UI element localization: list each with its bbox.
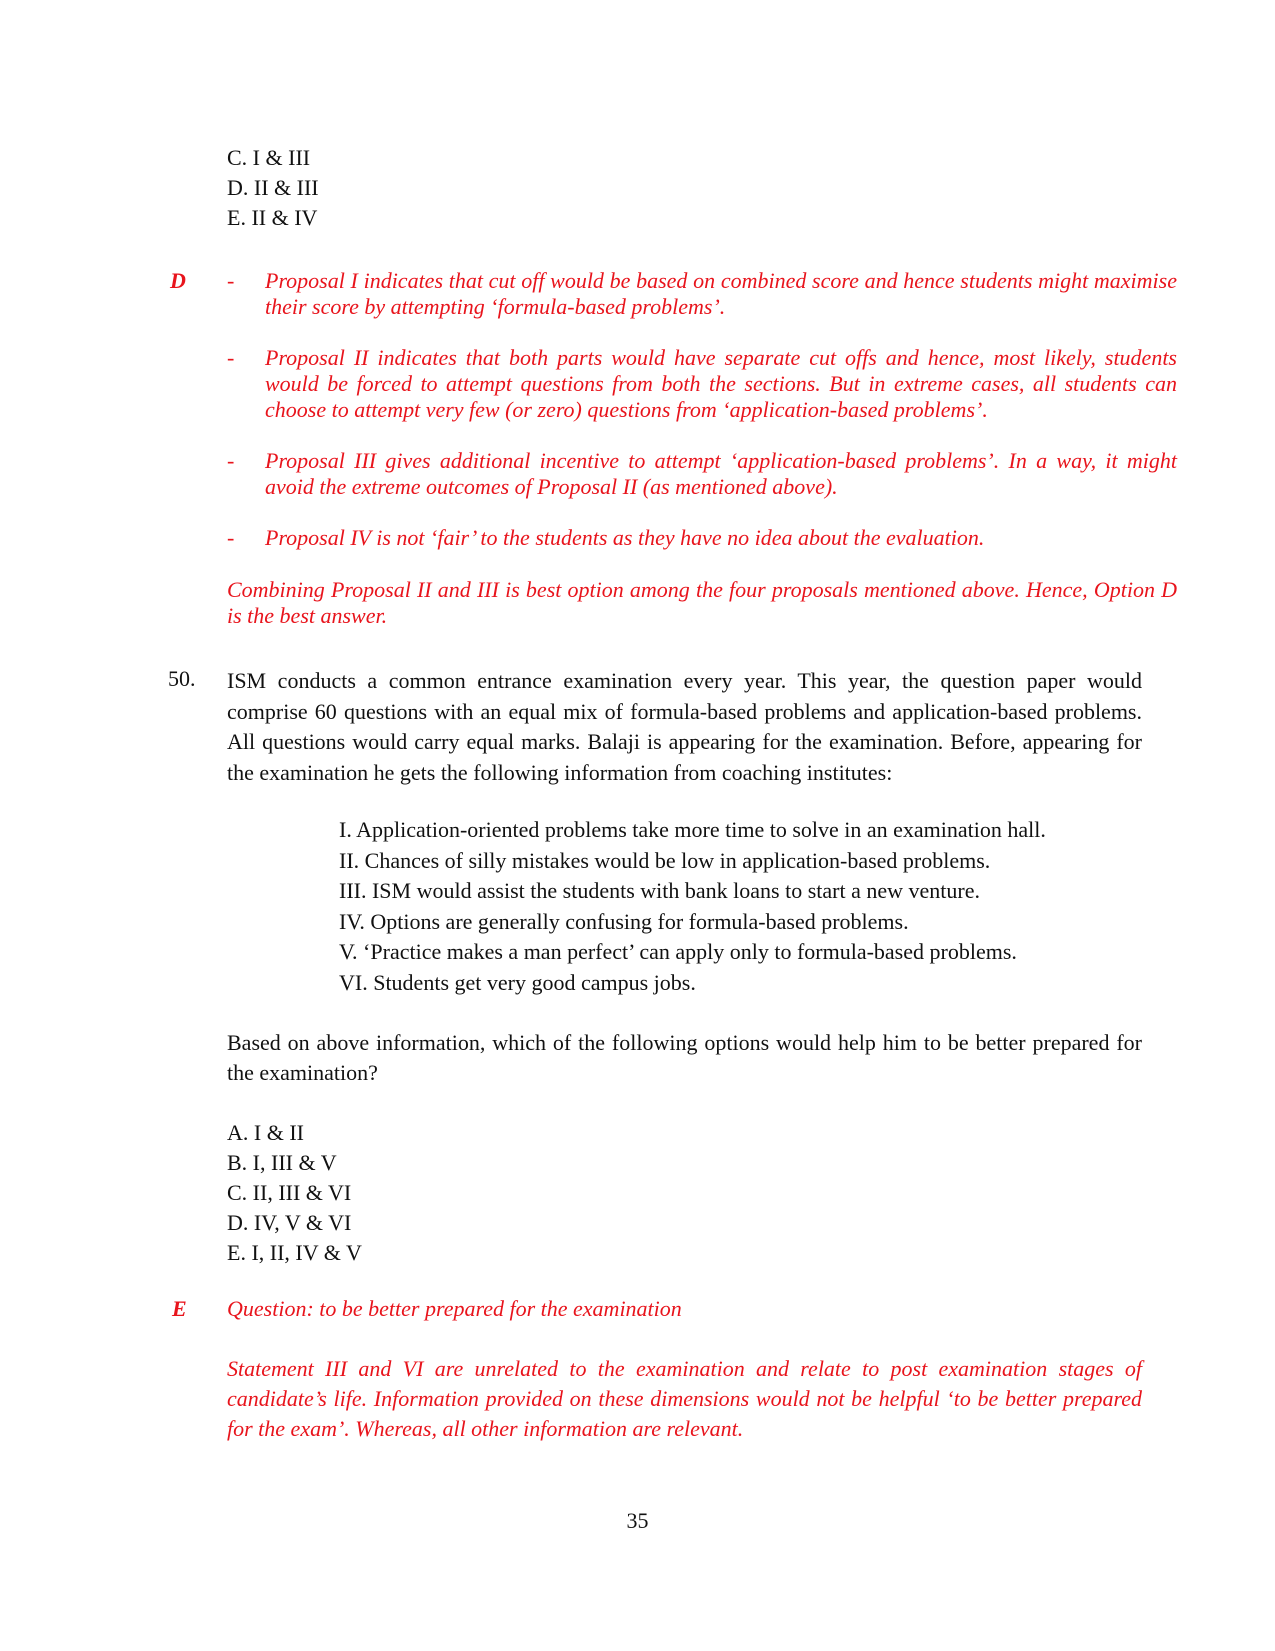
- statement-item: I. Application-oriented problems take more time to solve in an examination hall.: [339, 817, 1046, 842]
- explanation-bullet: [227, 525, 1227, 551]
- answer-explanation: Statement III and VI are unrelated to the examination and relate to post examination stages of candidate’s life. Information provided on these dimensions would not be helpful ‘to be better prepared for the exam’. Whereas, all other information are relevant.: [227, 1356, 1142, 1441]
- answer-letter: E: [172, 1296, 187, 1321]
- bullet-dash: -: [227, 345, 235, 370]
- question-number: 50.: [168, 666, 196, 691]
- bullet-dash: -: [227, 525, 235, 550]
- page-number: 35: [626, 1508, 649, 1533]
- explanation-bullet: [227, 448, 1227, 500]
- bullet-dash: -: [227, 268, 235, 293]
- question-options: [227, 1118, 362, 1268]
- option-a: A. I & II: [227, 1120, 304, 1145]
- option-b: B. I, III & V: [227, 1150, 337, 1175]
- bullet-text: Proposal III gives additional incentive to attempt ‘application-based problems’. In a way, it might avoid the extreme outcomes of Proposal II (as mentioned above).: [265, 448, 1177, 499]
- statement-item: VI. Students get very good campus jobs.: [339, 969, 696, 995]
- explanation-bullet: [227, 345, 1227, 423]
- bullet-dash: -: [227, 448, 235, 473]
- statement-item: IV. Options are generally confusing for formula-based problems.: [339, 908, 909, 934]
- question-text: ISM conducts a common entrance examination every year. This year, the question paper would comprise 60 questions with an equal mix of formula-based problems and application-based problems. All questions would carry equal marks. Balaji is appearing for the examination. Before, appearing for the examination he gets the following information from coaching institutes:: [227, 668, 1142, 785]
- bullet-text: Proposal I indicates that cut off would be based on combined score and hence students might maximise their score by attempting ‘formula-based problems’.: [265, 268, 1177, 319]
- statement-list: [339, 815, 1046, 998]
- statement-item: III. ISM would assist the students with bank loans to start a new venture.: [339, 878, 980, 903]
- prev-conclusion: Combining Proposal II and III is best option among the four proposals mentioned above. Hence, Option D is the best answer.: [227, 577, 1177, 628]
- option-e: E. II & IV: [227, 205, 318, 230]
- option-e: E. I, II, IV & V: [227, 1240, 362, 1265]
- statement-item: II. Chances of silly mistakes would be low in application-based problems.: [339, 847, 991, 873]
- option-d: D. II & III: [227, 175, 319, 200]
- prev-question-options: [227, 143, 319, 233]
- option-c: C. I & III: [227, 145, 311, 170]
- option-d: D. IV, V & VI: [227, 1210, 352, 1235]
- question-prompt: Based on above information, which of the following options would help him to be better prepared for the examination?: [227, 1030, 1142, 1085]
- explanation-bullet: [227, 268, 1227, 320]
- option-c: C. II, III & VI: [227, 1180, 352, 1205]
- bullet-text: Proposal II indicates that both parts would have separate cut offs and hence, most likely, students would be forced to attempt questions from both the sections. But in extreme cases, all students can choose to attempt very few (or zero) questions from ‘application-based problems’.: [265, 345, 1177, 422]
- prev-answer-letter: D: [170, 268, 186, 293]
- bullet-text: Proposal IV is not ‘fair’ to the students as they have no idea about the evaluation.: [265, 525, 985, 550]
- answer-question: Question: to be better prepared for the examination: [227, 1296, 682, 1321]
- statement-item: V. ‘Practice makes a man perfect’ can apply only to formula-based problems.: [339, 939, 1017, 964]
